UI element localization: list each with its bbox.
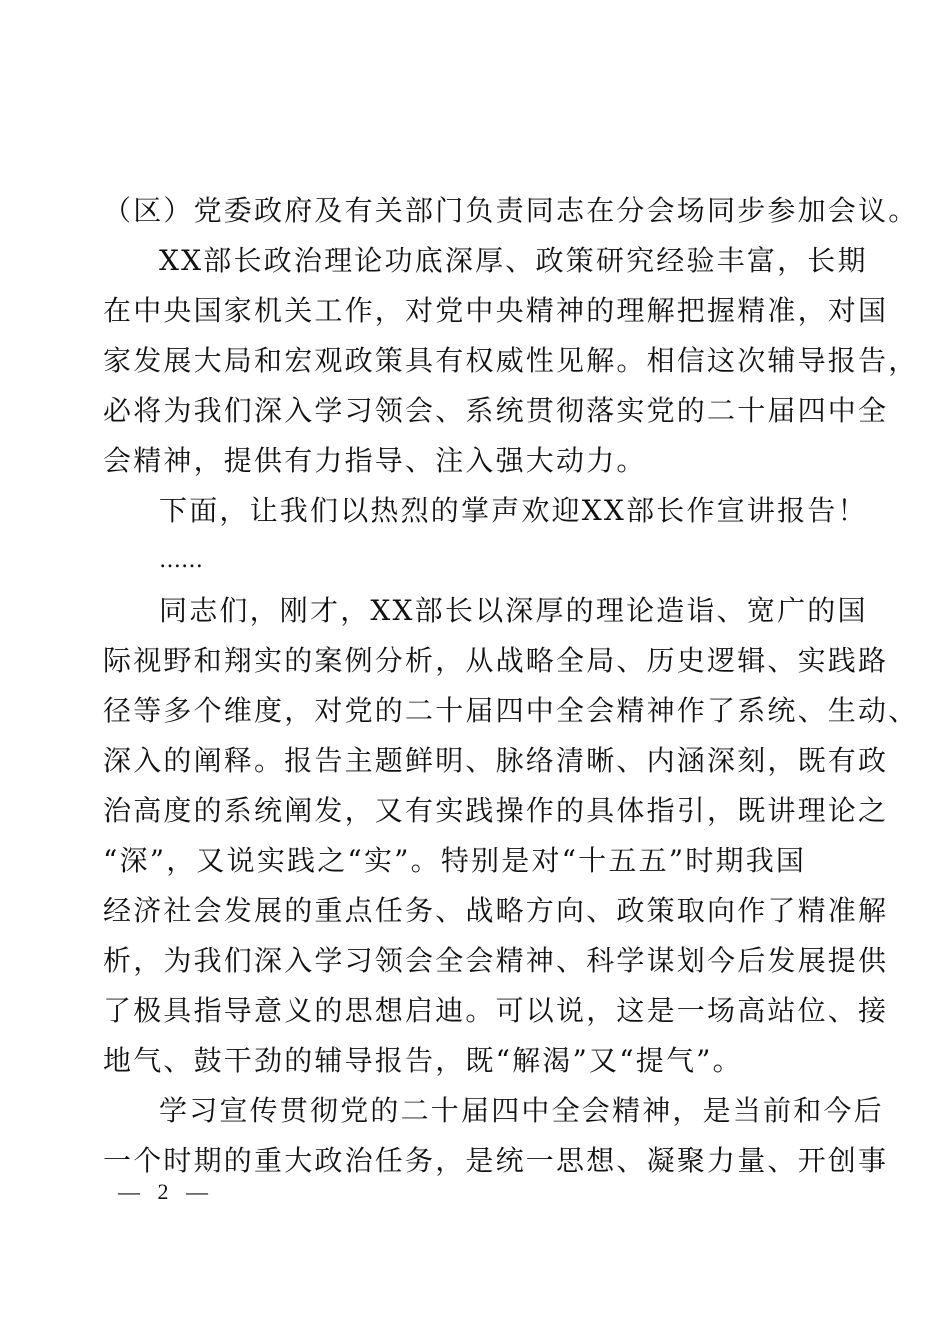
document-body (103, 186, 919, 1186)
text-line-7: 下面，让我们以热烈的掌声欢迎XX部长作宣讲报告！ (159, 494, 868, 527)
text-line-17: 了极具指导意义的思想启迪。可以说，这是一场高站位、接 (103, 994, 889, 1027)
text-line-16: 析，为我们深入学习领会全会精神、科学谋划今后发展提供 (103, 944, 889, 977)
text-line-19: 学习宣传贯彻党的二十届四中全会精神，是当前和今后 (159, 1094, 884, 1127)
text-line-6: 会精神，提供有力指导、注入强大动力。 (103, 444, 647, 477)
text-line-3: 在中央国家机关工作，对党中央精神的理解把握精准，对国 (103, 294, 889, 327)
text-line-14: “深”，又说实践之“实”。特别是对“十五五”时期我国 (103, 844, 807, 877)
page-number: — 2 — (118, 1179, 214, 1204)
text-line-1: （区）党委政府及有关部门负责同志在分会场同步参加会议。 (103, 194, 919, 227)
text-line-12: 深入的阐释。报告主题鲜明、脉络清晰、内涵深刻，既有政 (103, 744, 889, 777)
ellipsis-line: …… (159, 548, 203, 573)
text-line-4: 家发展大局和宏观政策具有权威性见解。相信这次辅导报告， (103, 344, 919, 377)
text-line-11: 径等多个维度，对党的二十届四中全会精神作了系统、生动、 (103, 694, 919, 727)
text-line-2: XX部长政治理论功底深厚、政策研究经验丰富，长期 (159, 244, 868, 277)
text-line-5: 必将为我们深入学习领会、系统贯彻落实党的二十届四中全 (103, 394, 889, 427)
text-line-9: 同志们，刚才，XX部长以深厚的理论造诣、宽广的国 (159, 594, 868, 627)
text-line-20: 一个时期的重大政治任务，是统一思想、凝聚力量、开创事 (103, 1144, 889, 1177)
text-line-10: 际视野和翔实的案例分析，从战略全局、历史逻辑、实践路 (103, 644, 889, 677)
text-line-18: 地气、鼓干劲的辅导报告，既“解渴”又“提气”。 (103, 1044, 743, 1077)
text-line-13: 治高度的系统阐发，又有实践操作的具体指引，既讲理论之 (103, 794, 889, 827)
text-line-15: 经济社会发展的重点任务、战略方向、政策取向作了精准解 (103, 894, 889, 927)
